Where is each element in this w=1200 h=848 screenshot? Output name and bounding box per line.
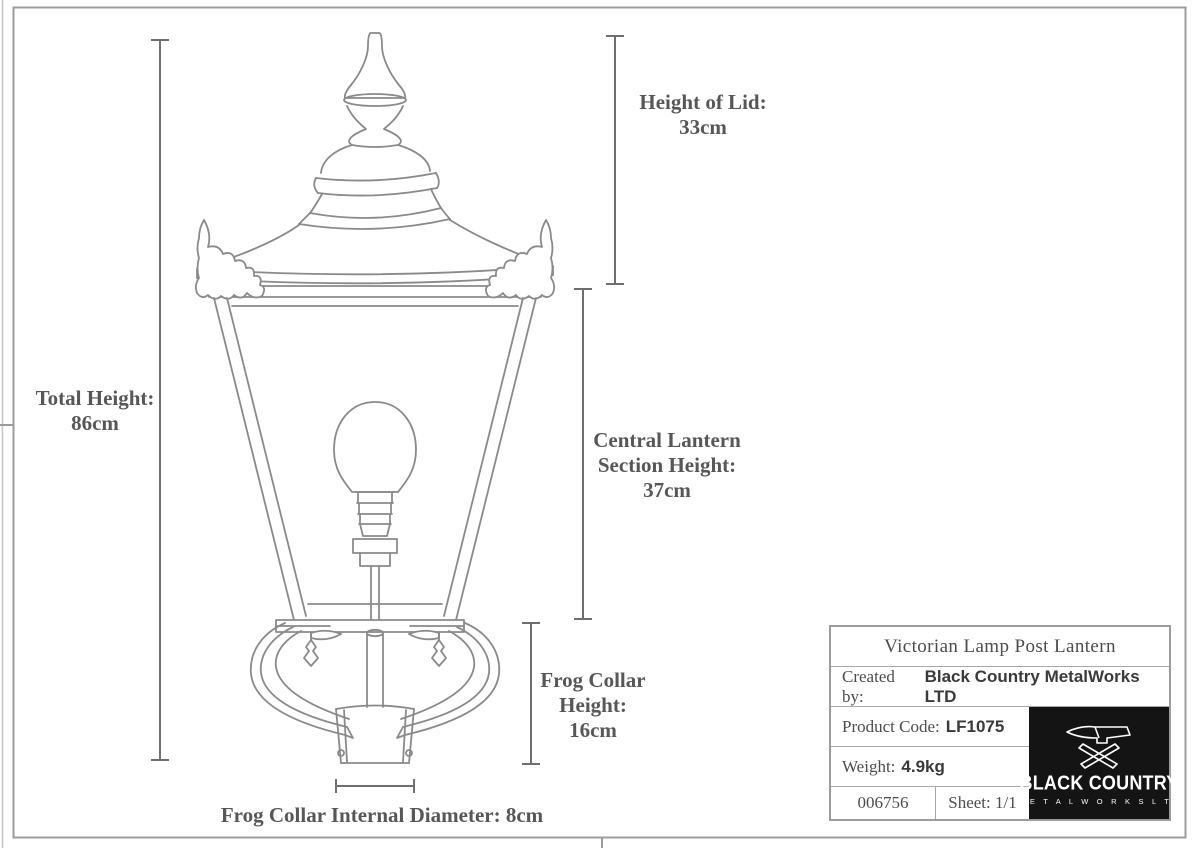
dimension-text-line: Section Height: (597, 453, 737, 477)
dimension-text-line: Frog Collar (540, 668, 646, 692)
lantern-finial (344, 33, 406, 147)
title-block-weight (831, 747, 1029, 787)
dimension-text-line: Height: (559, 693, 627, 717)
frog-collar (251, 620, 499, 763)
dimension-label-frog-collar-height (524, 668, 662, 743)
weight-label: Weight: (842, 756, 896, 776)
weight-value: 4.9kg (901, 756, 945, 776)
title-block-left-column (831, 707, 1029, 819)
logo-text-line1: BLACK COUNTRY (1019, 771, 1179, 795)
dimension-text-line: 86cm (71, 411, 119, 435)
corner-leaf-ornament-right (486, 220, 554, 299)
title-block-product-code (831, 707, 1029, 747)
sheet-value: 1/1 (995, 793, 1017, 812)
title-block-title (831, 627, 1169, 667)
product-code-value: LF1075 (945, 716, 1005, 736)
title-block (829, 625, 1186, 821)
company-logo (1015, 707, 1186, 819)
created-by-value: Black Country MetalWorks LTD (924, 666, 1140, 706)
dimension-text-line: Total Height: (35, 386, 155, 410)
product-code-label: Product Code: (842, 716, 940, 736)
title-block-created-by (831, 667, 1169, 707)
corner-leaf-ornament-left (196, 220, 264, 299)
dimension-text-line: 33cm (679, 115, 727, 139)
logo-text-line2: M E T A L W O R K S L T D (1015, 797, 1186, 806)
title-block-lower (831, 707, 1186, 819)
dimension-line-internal-diameter (336, 779, 414, 793)
dimension-text-line: 16cm (569, 718, 617, 742)
created-by-label: Created by: (842, 666, 895, 706)
drawing-number-cell (831, 787, 936, 819)
collar-cup (336, 706, 414, 764)
drawing-number: 006756 (857, 793, 909, 812)
dimension-text-line: Central Lantern (593, 428, 741, 452)
dimension-text-line: 37cm (643, 478, 691, 502)
lantern-body (214, 298, 536, 620)
dimension-label-internal-diameter (212, 803, 552, 828)
dimension-label-height-of-lid (617, 90, 789, 140)
dimension-label-central-section (582, 428, 752, 503)
light-bulb (334, 402, 416, 620)
dimension-line-height-of-lid (606, 36, 624, 284)
fold-marks (0, 425, 602, 848)
drawing-title: Victorian Lamp Post Lantern (884, 635, 1116, 657)
anvil-icon (1057, 722, 1141, 770)
dimension-text-line: Height of Lid: (639, 90, 767, 114)
sheet-label: Sheet: (948, 793, 991, 812)
dimension-label-total-height (15, 386, 175, 436)
dimension-text-line: Frog Collar Internal Diameter: 8cm (220, 803, 544, 827)
title-block-bottom-row (831, 787, 1029, 819)
